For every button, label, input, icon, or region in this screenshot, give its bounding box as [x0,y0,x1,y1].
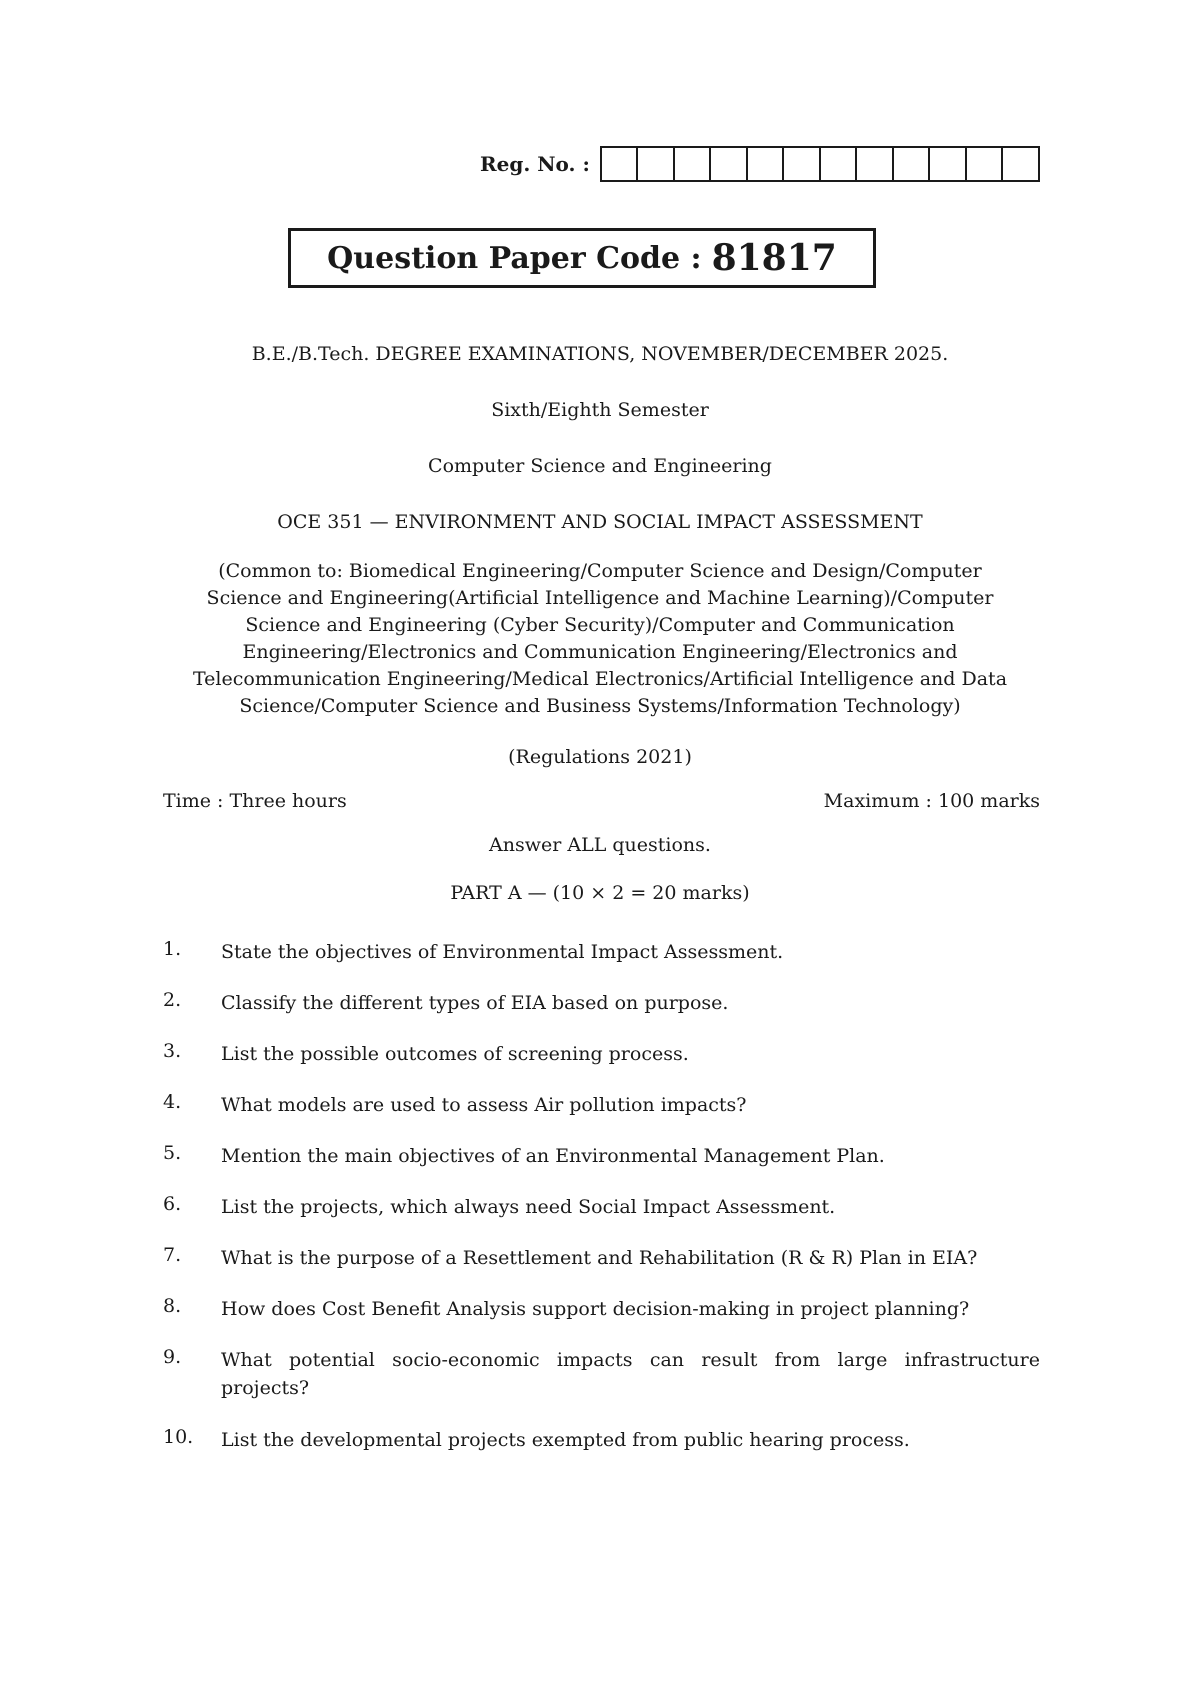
reg-no-row [480,144,1040,184]
common-to-line: Science and Engineering(Artificial Intelligence and Machine Learning)/Computer [206,587,994,609]
question-paper-code-box [288,228,876,288]
question-text: What potential socio-economic impacts can result from large infrastructure projects? [221,1349,1040,1399]
question-text: State the objectives of Environmental Impact Assessment. [221,941,784,963]
question-number: 1. [163,938,182,960]
question-item [163,1040,1040,1068]
reg-no-digit-box[interactable] [711,148,748,180]
question-item [163,1295,1040,1323]
question-item [163,989,1040,1017]
question-item [163,1346,1040,1402]
question-text: Classify the different types of EIA based on purpose. [221,992,729,1014]
reg-no-boxes [600,146,1040,182]
question-item [163,938,1040,966]
reg-no-digit-box[interactable] [675,148,712,180]
max-marks-text: Maximum : 100 marks [823,790,1040,812]
reg-no-digit-box[interactable] [638,148,675,180]
reg-no-digit-box[interactable] [602,148,639,180]
question-text: List the developmental projects exempted from public hearing process. [221,1429,910,1451]
common-to-line: Science and Engineering (Cyber Security)/Computer and Communication [245,614,955,636]
question-item [163,1426,1040,1454]
question-text: How does Cost Benefit Analysis support decision-making in project planning? [221,1298,970,1320]
regulations: (Regulations 2021) [508,746,692,768]
instruction: Answer ALL questions. [489,834,711,856]
exam-title: B.E./B.Tech. DEGREE EXAMINATIONS, NOVEMBER/DECEMBER 2025. [251,343,949,365]
reg-no-label: Reg. No. : [480,152,590,176]
question-paper-code: 81817 [711,237,837,279]
reg-no-digit-box[interactable] [784,148,821,180]
reg-no-digit-box[interactable] [821,148,858,180]
course-title: OCE 351 — ENVIRONMENT AND SOCIAL IMPACT ASSESSMENT [277,511,923,533]
common-to-line: Telecommunication Engineering/Medical Electronics/Artificial Intelligence and Data [192,668,1008,690]
reg-no-digit-box[interactable] [857,148,894,180]
question-number: 6. [163,1193,182,1215]
reg-no-digit-box[interactable] [894,148,931,180]
question-item [163,1142,1040,1170]
question-text: List the possible outcomes of screening process. [221,1043,689,1065]
question-item [163,1193,1040,1221]
question-text: Mention the main objectives of an Environmental Management Plan. [221,1145,885,1167]
question-item [163,1244,1040,1272]
reg-no-digit-box[interactable] [1003,148,1038,180]
question-number: 5. [163,1142,182,1164]
question-paper-code-label: Question Paper Code : [327,240,702,276]
question-item [163,1091,1040,1119]
department: Computer Science and Engineering [428,455,772,477]
question-number: 4. [163,1091,182,1113]
question-number: 10. [163,1426,194,1448]
question-number: 2. [163,989,182,1011]
time-marks-row [163,790,1040,812]
reg-no-digit-box[interactable] [748,148,785,180]
question-text: List the projects, which always need Social Impact Assessment. [221,1196,836,1218]
question-number: 3. [163,1040,182,1062]
question-number: 9. [163,1346,182,1368]
reg-no-digit-box[interactable] [930,148,967,180]
time-text: Time : Three hours [163,790,347,812]
common-to-line: Science/Computer Science and Business Systems/Information Technology) [239,695,961,717]
common-to-block [150,558,1050,720]
common-to-line: (Common to: Biomedical Engineering/Computer Science and Design/Computer [218,560,982,582]
semester: Sixth/Eighth Semester [491,399,709,421]
question-number: 8. [163,1295,182,1317]
part-a-heading: PART A — (10 × 2 = 20 marks) [450,882,750,904]
question-text: What models are used to assess Air pollution impacts? [221,1094,747,1116]
question-text: What is the purpose of a Resettlement and Rehabilitation (R & R) Plan in EIA? [221,1247,978,1269]
common-to-line: Engineering/Electronics and Communication Engineering/Electronics and [242,641,958,663]
reg-no-digit-box[interactable] [967,148,1004,180]
question-number: 7. [163,1244,182,1266]
